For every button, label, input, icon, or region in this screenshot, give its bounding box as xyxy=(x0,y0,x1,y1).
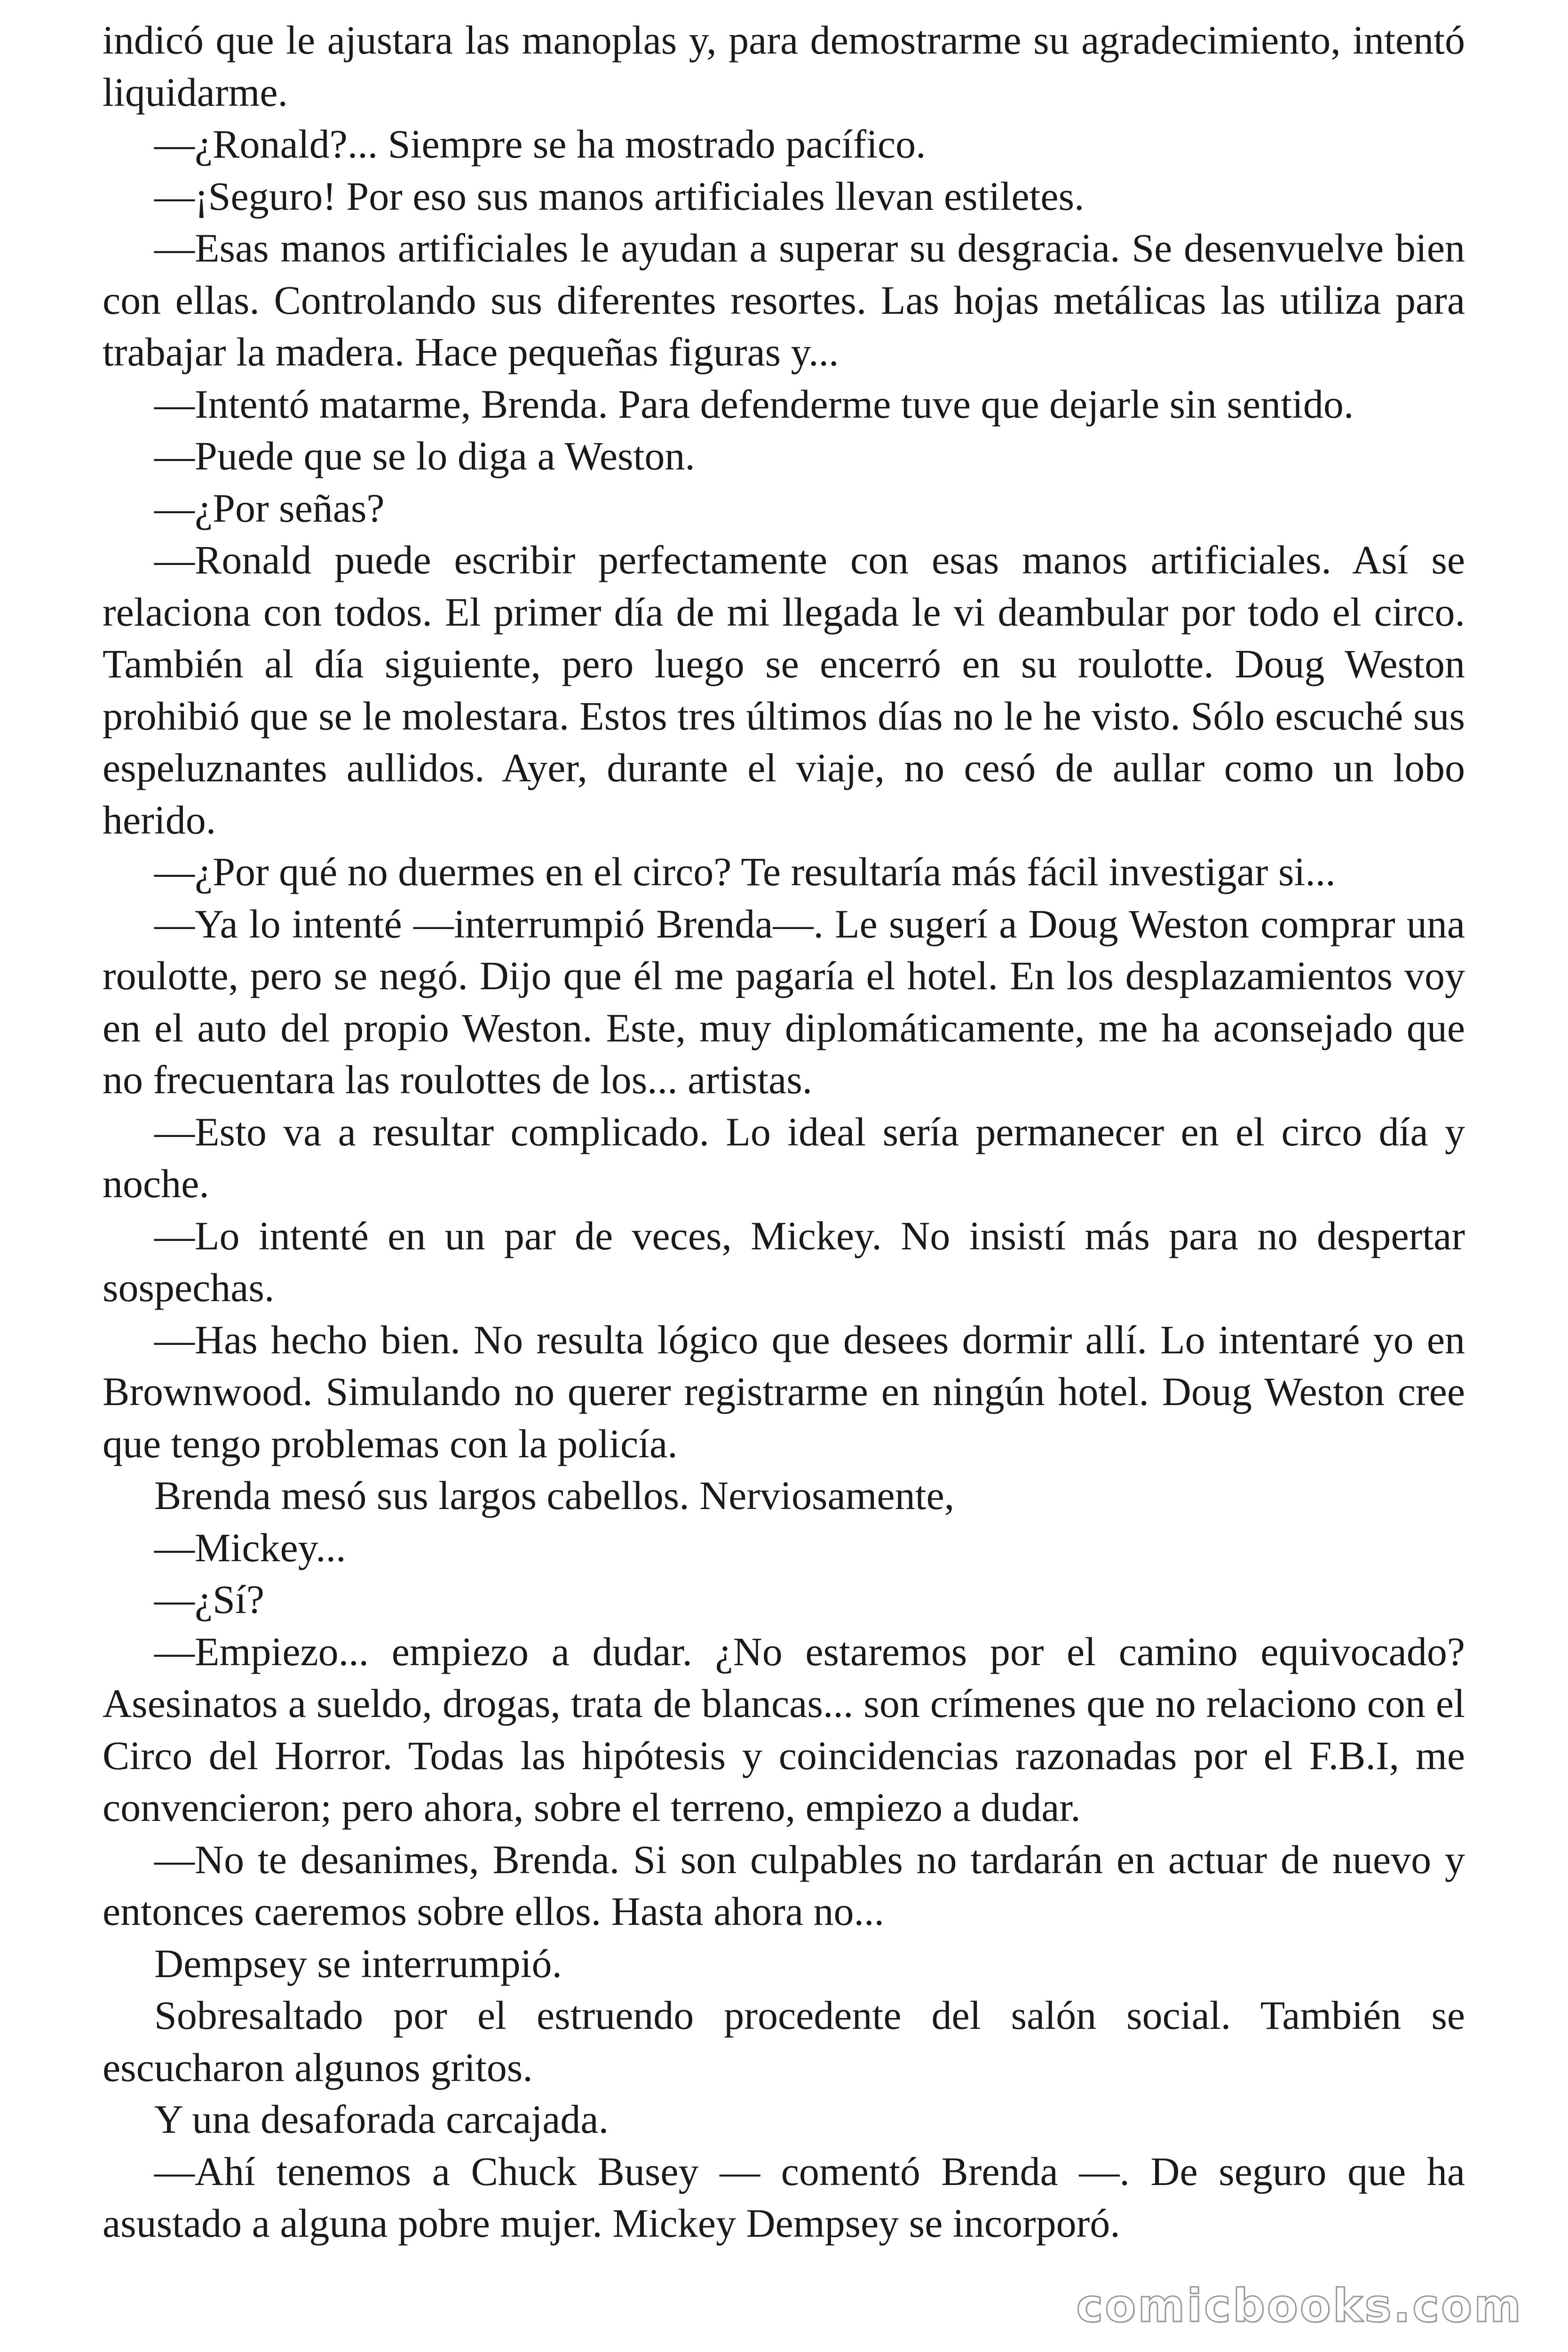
paragraph: —Lo intenté en un par de veces, Mickey. No insistí más para no despertar sospechas. xyxy=(103,1213,1465,1310)
paragraph: —Puede que se lo diga a Weston. xyxy=(154,433,695,478)
paragraph: —Ya lo intenté —interrumpió Brenda—. Le sugerí a Doug Weston comprar una roulotte, pero se negó. Dijo que él me pagaría el hotel. En los desplazamientos voy en el auto del propio Weston. Este, muy diplomáticamente, me ha aconsejado que no frecuentara las roulottes de los... artistas. xyxy=(103,901,1465,1102)
paragraph: —¿Por qué no duermes en el circo? Te resultaría más fácil investigar si... xyxy=(154,849,1336,894)
paragraph: Y una desaforada carcajada. xyxy=(154,2097,609,2142)
paragraph: Brenda mesó sus largos cabellos. Nerviosamente, xyxy=(154,1473,955,1518)
paragraph: —Esto va a resultar complicado. Lo ideal sería permanecer en el circo día y noche. xyxy=(103,1109,1465,1206)
paragraph: —Ahí tenemos a Chuck Busey — comentó Brenda —. De seguro que ha asustado a alguna pobre mujer. Mickey Dempsey se incorporó. xyxy=(103,2148,1465,2246)
paragraph: indicó que le ajustara las manoplas y, para demostrarme su agradecimiento, intentó liquidarme. xyxy=(103,17,1465,115)
paragraph: —Intentó matarme, Brenda. Para defenderme tuve que dejarle sin sentido. xyxy=(154,381,1354,427)
paragraph: —Has hecho bien. No resulta lógico que desees dormir allí. Lo intentaré yo en Brownwood. Simulando no querer registrarme en ningún hotel. Doug Weston cree que tengo problemas con la policía. xyxy=(103,1317,1465,1466)
paragraph: —¿Ronald?... Siempre se ha mostrado pacífico. xyxy=(154,121,926,167)
paragraph: —Mickey... xyxy=(154,1525,346,1570)
paragraph: Dempsey se interrumpió. xyxy=(154,1940,562,1986)
paragraph: —No te desanimes, Brenda. Si son culpables no tardarán en actuar de nuevo y entonces caeremos sobre ellos. Hasta ahora no... xyxy=(103,1836,1465,1934)
paragraph: —Esas manos artificiales le ayudan a superar su desgracia. Se desenvuelve bien con ellas. Controlando sus diferentes resortes. Las hojas metálicas las utiliza para trabajar la madera. Hace pequeñas figuras y... xyxy=(103,225,1465,374)
paragraph: Sobresaltado por el estruendo procedente del salón social. También se escucharon algunos gritos. xyxy=(103,1993,1465,2090)
paragraph: —¿Por señas? xyxy=(154,485,385,531)
book-page-text xyxy=(103,14,1465,2249)
paragraph: —¡Seguro! Por eso sus manos artificiales llevan estiletes. xyxy=(154,173,1085,219)
paragraph: —Empiezo... empiezo a dudar. ¿No estaremos por el camino equivocado? Asesinatos a sueldo, drogas, trata de blancas... son crímenes que no relaciono con el Circo del Horror. Todas las hipótesis y coincidencias razonadas por el F.B.I, me convencieron; pero ahora, sobre el terreno, empiezo a dudar. xyxy=(103,1629,1465,1830)
paragraph: —Ronald puede escribir perfectamente con esas manos artificiales. Así se relaciona con todos. El primer día de mi llegada le vi deambular por todo el circo. También al día siguiente, pero luego se encerró en su roulotte. Doug Weston prohibió que se le molestara. Estos tres últimos días no le he visto. Sólo escuché sus espeluznantes aullidos. Ayer, durante el viaje, no cesó de aullar como un lobo herido. xyxy=(103,537,1465,842)
watermark: comicbooks.com xyxy=(1076,2280,1523,2332)
paragraph: —¿Sí? xyxy=(154,1577,265,1622)
